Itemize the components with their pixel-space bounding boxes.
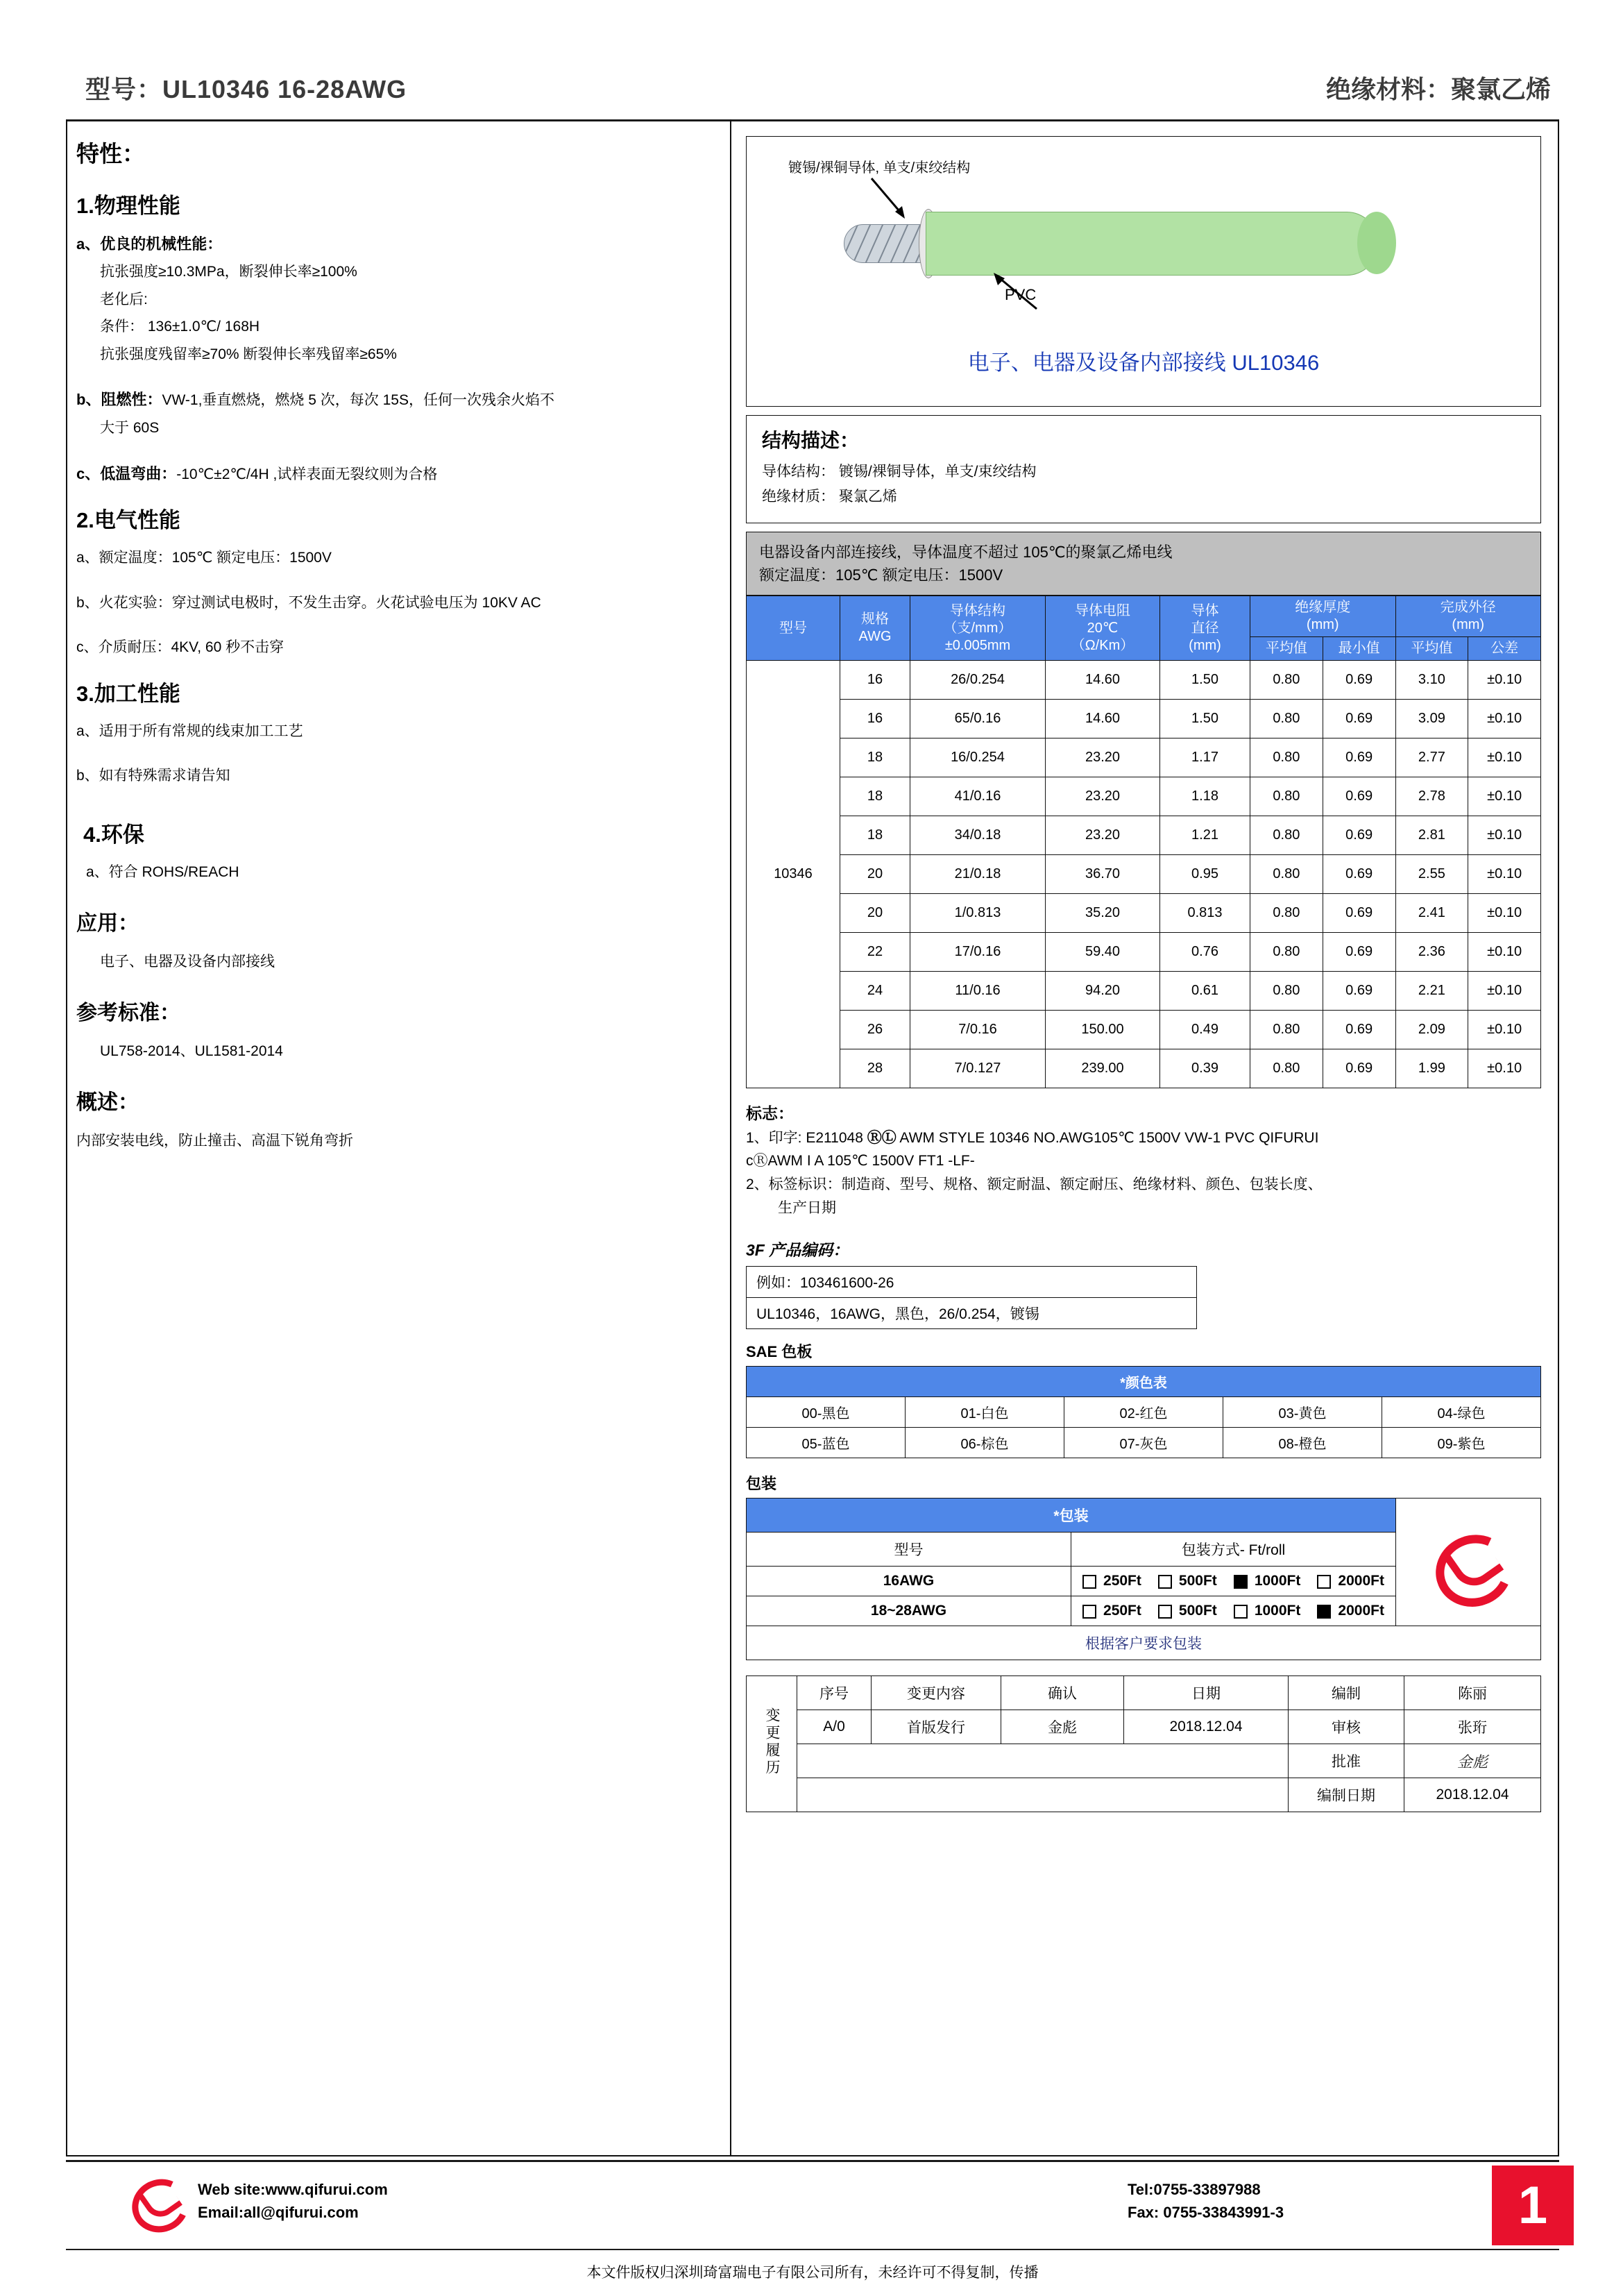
th-struct-l1: 导体结构 xyxy=(950,602,1005,618)
cell-od-avg: 3.09 xyxy=(1395,700,1468,738)
cell-awg: 18 xyxy=(840,738,910,777)
application-text: 电子、电器及设备内部接线 xyxy=(100,954,275,970)
table-row xyxy=(747,1011,1541,1049)
checkbox-icon[interactable] xyxy=(1082,1605,1096,1619)
revision-th-content: 变更内容 xyxy=(872,1676,1001,1710)
packing-option-label: 1000Ft xyxy=(1254,1603,1301,1619)
marking-line2: cⓇAWM I A 105℃ 1500V FT1 -LF- xyxy=(746,1153,975,1170)
cell-od-tolerance: ±0.10 xyxy=(1468,972,1541,1011)
features-title: 特性： xyxy=(76,141,145,167)
cell-od-tolerance: ±0.10 xyxy=(1468,933,1541,972)
packing-options-18-28awg xyxy=(1071,1596,1396,1626)
cell-od-avg: 2.81 xyxy=(1395,816,1468,855)
physical-c-text: -10℃±2℃/4H ,试样表面无裂纹则为合格 xyxy=(176,466,438,482)
revision-th-confirm: 确认 xyxy=(1001,1676,1124,1710)
cell-diameter: 0.39 xyxy=(1160,1049,1250,1088)
th-awg xyxy=(840,596,910,661)
table-row xyxy=(747,894,1541,933)
standards-title: 参考标准： xyxy=(76,1001,180,1024)
th-res-l1: 导体电阻 xyxy=(1075,602,1130,618)
table-row xyxy=(747,777,1541,816)
cell-awg: 26 xyxy=(840,1011,910,1049)
section-electrical-title: 2.电气性能 xyxy=(76,508,180,533)
cell-thickness-min: 0.69 xyxy=(1323,855,1395,894)
th-insulation-thickness xyxy=(1250,596,1396,637)
revision-th-no: 序号 xyxy=(797,1676,872,1710)
th-thickness-min: 最小值 xyxy=(1323,637,1395,661)
footer-tel: Tel:0755-33897988 xyxy=(1128,2181,1261,2198)
application-title: 应用： xyxy=(76,911,139,935)
cell-resistance: 14.60 xyxy=(1046,661,1160,700)
specification-table-body xyxy=(747,661,1541,1088)
th-awg-l1: 规格 xyxy=(861,611,889,627)
packing-note-row xyxy=(747,1626,1541,1660)
table-row xyxy=(747,661,1541,700)
cell-thickness-avg: 0.80 xyxy=(1250,661,1323,700)
cell-thickness-avg: 0.80 xyxy=(1250,816,1323,855)
right-column xyxy=(746,136,1544,1812)
packing-options-16awg xyxy=(1071,1567,1396,1596)
cell-thickness-min: 0.69 xyxy=(1323,700,1395,738)
cell-od-tolerance: ±0.10 xyxy=(1468,738,1541,777)
cell-od-tolerance: ±0.10 xyxy=(1468,700,1541,738)
th-outer-diameter xyxy=(1395,596,1541,637)
document-footer xyxy=(66,2166,1559,2256)
cell-diameter: 0.76 xyxy=(1160,933,1250,972)
cell-structure: 26/0.254 xyxy=(910,661,1046,700)
physical-a-line3: 条件： 136±1.0℃/ 168H xyxy=(100,319,260,335)
color-cell: 05-蓝色 xyxy=(747,1428,906,1458)
model-title: 型号：UL10346 16-28AWG xyxy=(85,75,407,103)
th-dia-l3: (mm) xyxy=(1189,637,1221,653)
physical-a-line1: 抗张强度≥10.3MPa，断裂伸长率≥100% xyxy=(100,264,357,280)
packing-table xyxy=(746,1498,1541,1660)
th-od-l1: 完成外径 xyxy=(1440,600,1496,615)
cell-resistance: 35.20 xyxy=(1046,894,1160,933)
revision-editdate-row xyxy=(747,1778,1541,1812)
cell-od-avg: 2.21 xyxy=(1395,972,1468,1011)
cell-structure: 7/0.16 xyxy=(910,1011,1046,1049)
temperature-band-line1: 电器设备内部连接线，导体温度不超过 105℃的聚氯乙烯电线 xyxy=(759,543,1173,561)
th-thick-l2: (mm) xyxy=(1306,617,1339,632)
product-code-box xyxy=(746,1266,1197,1329)
revision-date: 2018.12.04 xyxy=(1124,1710,1289,1744)
revision-no: A/0 xyxy=(797,1710,872,1744)
footer-fax: Fax: 0755-33843991-3 xyxy=(1128,2204,1284,2221)
cell-structure: 65/0.16 xyxy=(910,700,1046,738)
cell-thickness-min: 0.69 xyxy=(1323,777,1395,816)
color-cell: 00-黑色 xyxy=(747,1397,906,1428)
packing-option-label: 500Ft xyxy=(1178,1573,1217,1589)
table-row xyxy=(747,738,1541,777)
marking-line1-pre: 1、印字: E211048 xyxy=(746,1129,863,1146)
specification-table-head xyxy=(747,596,1541,661)
footer-divider xyxy=(66,2160,1559,2162)
cell-diameter: 1.18 xyxy=(1160,777,1250,816)
column-divider xyxy=(730,119,731,2156)
cell-od-avg: 2.09 xyxy=(1395,1011,1468,1049)
table-row xyxy=(747,972,1541,1011)
th-awg-l2: AWG xyxy=(858,629,892,644)
cell-od-tolerance: ±0.10 xyxy=(1468,1049,1541,1088)
packing-option-label: 250Ft xyxy=(1103,1573,1141,1589)
packing-option[interactable] xyxy=(1158,1573,1217,1589)
checkbox-icon[interactable] xyxy=(1234,1605,1248,1619)
cell-od-avg: 2.78 xyxy=(1395,777,1468,816)
checkbox-checked-icon[interactable] xyxy=(1234,1575,1248,1589)
physical-b-label: b、阻燃性： xyxy=(76,391,162,409)
sae-title: SAE 色板 xyxy=(746,1343,813,1361)
color-cell: 02-红色 xyxy=(1064,1397,1223,1428)
physical-b-text2: 大于 60S xyxy=(100,420,160,437)
product-code-detail: UL10346，16AWG，黑色，26/0.254，镀锡 xyxy=(747,1297,1196,1328)
revision-row-a0 xyxy=(747,1710,1541,1744)
th-thick-l1: 绝缘厚度 xyxy=(1295,600,1351,615)
color-row xyxy=(747,1428,1541,1458)
cell-thickness-avg: 0.80 xyxy=(1250,855,1323,894)
footer-website[interactable]: Web site:www.qifurui.com xyxy=(198,2181,388,2198)
color-cell: 08-橙色 xyxy=(1223,1428,1382,1458)
color-table-head xyxy=(747,1367,1541,1397)
th-diameter xyxy=(1160,596,1250,661)
th-struct-l2: （支/mm） xyxy=(943,620,1012,636)
cell-thickness-min: 0.69 xyxy=(1323,972,1395,1011)
revision-editdate-value: 2018.12.04 xyxy=(1404,1778,1541,1812)
cell-structure: 41/0.16 xyxy=(910,777,1046,816)
structure-description xyxy=(746,415,1541,523)
th-model: 型号 xyxy=(747,596,840,661)
packing-header: *包装 xyxy=(747,1499,1396,1533)
cell-structure: 34/0.18 xyxy=(910,816,1046,855)
product-code-title: 3F 产品编码： xyxy=(746,1241,849,1260)
revision-table-body xyxy=(747,1676,1541,1812)
marking-line4: 生产日期 xyxy=(778,1199,836,1216)
table-row xyxy=(747,855,1541,894)
pvc-callout-label: PVC xyxy=(1005,286,1037,303)
table-row xyxy=(747,700,1541,738)
physical-a-line2: 老化后: xyxy=(100,291,148,307)
color-cell: 07-灰色 xyxy=(1064,1428,1223,1458)
revision-table xyxy=(746,1675,1541,1812)
cell-thickness-min: 0.69 xyxy=(1323,933,1395,972)
color-table-header: *颜色表 xyxy=(747,1367,1541,1397)
checkbox-icon[interactable] xyxy=(1317,1575,1331,1589)
cell-thickness-min: 0.69 xyxy=(1323,1049,1395,1088)
packing-table-body xyxy=(747,1499,1541,1660)
cell-od-avg: 2.36 xyxy=(1395,933,1468,972)
cell-diameter: 1.17 xyxy=(1160,738,1250,777)
cell-awg: 18 xyxy=(840,816,910,855)
cell-od-avg: 2.41 xyxy=(1395,894,1468,933)
revision-blank-cell-2 xyxy=(797,1778,1289,1812)
electrical-a: a、额定温度：105℃ 额定电压：1500V xyxy=(76,550,332,566)
cell-structure: 1/0.813 xyxy=(910,894,1046,933)
physical-b xyxy=(76,388,722,412)
cell-resistance: 59.40 xyxy=(1046,933,1160,972)
copyright-text: 本文件版权归深圳琦富瑞电子有限公司所有，未经许可不得复制，传播 xyxy=(586,2265,1039,2281)
packing-option[interactable] xyxy=(1317,1573,1384,1589)
table-header-row xyxy=(747,596,1541,637)
cell-awg: 20 xyxy=(840,894,910,933)
cable-caption: 电子、电器及设备内部接线 UL10346 xyxy=(967,351,1320,375)
standards-text: UL758-2014、UL1581-2014 xyxy=(100,1043,283,1060)
packing-col-method: 包装方式- Ft/roll xyxy=(1071,1533,1396,1567)
cell-od-tolerance: ±0.10 xyxy=(1468,661,1541,700)
cell-od-tolerance: ±0.10 xyxy=(1468,894,1541,933)
cell-awg: 16 xyxy=(840,661,910,700)
color-cell: 06-棕色 xyxy=(906,1428,1064,1458)
conductor-callout-arrow xyxy=(869,177,910,220)
footer-web-block xyxy=(198,2178,388,2224)
physical-a-label: a、优良的机械性能： xyxy=(76,235,223,253)
section-environment-title: 4.环保 xyxy=(83,822,144,847)
th-conductor-structure xyxy=(910,596,1046,661)
temperature-band-line2: 额定温度：105℃ 额定电压：1500V xyxy=(759,566,1003,584)
revision-blank-cell xyxy=(797,1744,1289,1778)
left-column xyxy=(76,136,722,1158)
cell-thickness-avg: 0.80 xyxy=(1250,777,1323,816)
cell-resistance: 14.60 xyxy=(1046,700,1160,738)
marking-line1-post: AWM STYLE 10346 NO.AWG105℃ 1500V VW-1 PVC QIFURUI xyxy=(899,1129,1319,1146)
cell-od-tolerance: ±0.10 xyxy=(1468,777,1541,816)
revision-th-editor: 编制 xyxy=(1289,1676,1404,1710)
cell-diameter: 0.49 xyxy=(1160,1011,1250,1049)
revision-content: 首版发行 xyxy=(872,1710,1001,1744)
overview-title: 概述： xyxy=(76,1090,139,1114)
overview-text: 内部安装电线，防止撞击、高温下锐角弯折 xyxy=(76,1133,353,1149)
th-od-l2: (mm) xyxy=(1452,617,1485,632)
revision-header-row xyxy=(747,1676,1541,1710)
table-row xyxy=(747,933,1541,972)
table-row xyxy=(747,1049,1541,1088)
packing-header-row xyxy=(747,1499,1541,1533)
cell-model: 10346 xyxy=(747,661,840,1088)
packing-model-18-28awg: 18~28AWG xyxy=(747,1596,1071,1626)
color-table xyxy=(746,1366,1541,1458)
cell-thickness-avg: 0.80 xyxy=(1250,933,1323,972)
cell-resistance: 94.20 xyxy=(1046,972,1160,1011)
cell-awg: 28 xyxy=(840,1049,910,1088)
cell-resistance: 239.00 xyxy=(1046,1049,1160,1088)
cell-thickness-min: 0.69 xyxy=(1323,816,1395,855)
cell-thickness-avg: 0.80 xyxy=(1250,700,1323,738)
cell-structure: 11/0.16 xyxy=(910,972,1046,1011)
checkbox-icon[interactable] xyxy=(1158,1605,1172,1619)
qifurui-logo-icon xyxy=(1436,1529,1502,1595)
cell-thickness-avg: 0.80 xyxy=(1250,894,1323,933)
color-cell: 03-黄色 xyxy=(1223,1397,1382,1428)
cell-od-tolerance: ±0.10 xyxy=(1468,855,1541,894)
packing-col-model: 型号 xyxy=(747,1533,1071,1567)
packing-option-label: 500Ft xyxy=(1178,1603,1217,1619)
packing-option-label: 250Ft xyxy=(1103,1603,1141,1619)
packing-model-16awg: 16AWG xyxy=(747,1567,1071,1596)
revision-approve-signature: 金彪 xyxy=(1404,1744,1541,1778)
insulation-material: 绝缘材料：聚氯乙烯 xyxy=(1325,75,1551,103)
table-row xyxy=(747,816,1541,855)
color-cell: 04-绿色 xyxy=(1382,1397,1541,1428)
cell-structure: 21/0.18 xyxy=(910,855,1046,894)
cell-od-avg: 2.55 xyxy=(1395,855,1468,894)
packing-option-label: 1000Ft xyxy=(1254,1573,1301,1589)
cell-awg: 24 xyxy=(840,972,910,1011)
cell-structure: 17/0.16 xyxy=(910,933,1046,972)
ul-logo-icon: ⓇⓁ xyxy=(867,1129,897,1146)
cell-thickness-avg: 0.80 xyxy=(1250,972,1323,1011)
revision-editor-name: 陈丽 xyxy=(1404,1676,1541,1710)
th-thickness-avg: 平均值 xyxy=(1250,637,1323,661)
copyright-divider xyxy=(66,2249,1559,2250)
cell-structure: 16/0.254 xyxy=(910,738,1046,777)
th-struct-l3: ±0.005mm xyxy=(944,637,1011,653)
electrical-c: c、介质耐压：4KV, 60 秒不击穿 xyxy=(76,639,284,656)
packing-option-label: 2000Ft xyxy=(1338,1603,1384,1619)
cell-diameter: 0.61 xyxy=(1160,972,1250,1011)
physical-c-label: c、低温弯曲： xyxy=(76,464,177,482)
product-code-example: 例如：103461600-26 xyxy=(756,1275,894,1292)
color-table-body xyxy=(747,1397,1541,1458)
cell-od-avg: 2.77 xyxy=(1395,738,1468,777)
marking-line3: 2、标签标识：制造商、型号、规格、额定耐温、额定耐压、绝缘材料、颜色、包装长度、 xyxy=(746,1176,1323,1192)
temperature-band xyxy=(746,532,1541,596)
color-cell: 01-白色 xyxy=(906,1397,1064,1428)
cell-od-avg: 1.99 xyxy=(1395,1049,1468,1088)
packing-option[interactable] xyxy=(1082,1603,1141,1619)
specification-table xyxy=(746,596,1541,1088)
revision-side-label xyxy=(747,1676,797,1812)
cell-thickness-avg: 0.80 xyxy=(1250,1049,1323,1088)
cell-resistance: 23.20 xyxy=(1046,816,1160,855)
th-dia-l1: 导体 xyxy=(1191,602,1219,618)
cell-thickness-min: 0.69 xyxy=(1323,894,1395,933)
revision-review-name: 张珩 xyxy=(1404,1710,1541,1744)
revision-confirm: 金彪 xyxy=(1001,1710,1124,1744)
cable-illustration xyxy=(746,136,1541,407)
conductor-callout-label: 镀锡/裸铜导体, 单支/束绞结构 xyxy=(788,160,971,176)
cell-diameter: 1.50 xyxy=(1160,700,1250,738)
cell-structure: 7/0.127 xyxy=(910,1049,1046,1088)
structure-line2: 绝缘材质： 聚氯乙烯 xyxy=(762,489,897,505)
physical-b-text: VW-1,垂直燃烧，燃烧 5 次，每次 15S，任何一次残余火焰不 xyxy=(162,392,554,409)
cell-awg: 20 xyxy=(840,855,910,894)
physical-a-line4: 抗张强度残留率≥70% 断裂伸长率残留率≥65% xyxy=(100,346,397,362)
electrical-b: b、火花实验：穿过测试电极时，不发生击穿。火花试验电压为 10KV AC xyxy=(76,594,541,611)
structure-title: 结构描述： xyxy=(762,430,860,451)
marking-section xyxy=(746,1101,1541,1219)
th-od-avg: 平均值 xyxy=(1395,637,1468,661)
cell-od-tolerance: ±0.10 xyxy=(1468,816,1541,855)
th-dia-l2: 直径 xyxy=(1191,620,1219,636)
cell-resistance: 36.70 xyxy=(1046,855,1160,894)
processing-a: a、适用于所有常规的线束加工工艺 xyxy=(76,723,303,739)
processing-b: b、如有特殊需求请告知 xyxy=(76,768,230,784)
cell-awg: 22 xyxy=(840,933,910,972)
cell-awg: 18 xyxy=(840,777,910,816)
packing-option[interactable] xyxy=(1082,1573,1141,1589)
th-resistance xyxy=(1046,596,1160,661)
company-logo-cell xyxy=(1396,1499,1541,1626)
marking-title: 标志： xyxy=(746,1104,794,1122)
environment-a: a、符合 ROHS/REACH xyxy=(86,863,239,880)
cell-diameter: 1.21 xyxy=(1160,816,1250,855)
structure-line1: 导体结构： 镀锡/裸铜导体，单支/束绞结构 xyxy=(762,464,1037,480)
pvc-jacket-end xyxy=(1357,212,1396,274)
page-number-badge xyxy=(1492,2166,1574,2245)
revision-side-label-text: 变更履历 xyxy=(764,1707,780,1777)
cell-diameter: 0.95 xyxy=(1160,855,1250,894)
color-row xyxy=(747,1397,1541,1428)
th-od-tolerance: 公差 xyxy=(1468,637,1541,661)
marking-line1 xyxy=(746,1126,1541,1150)
color-cell: 09-紫色 xyxy=(1382,1428,1541,1458)
footer-contact-block xyxy=(1128,2178,1284,2224)
cell-diameter: 1.50 xyxy=(1160,661,1250,700)
th-res-l2: 20℃ xyxy=(1087,620,1119,636)
cell-thickness-min: 0.69 xyxy=(1323,738,1395,777)
packing-option[interactable] xyxy=(1317,1603,1384,1619)
checkbox-icon[interactable] xyxy=(1082,1575,1096,1589)
cell-diameter: 0.813 xyxy=(1160,894,1250,933)
packing-option[interactable] xyxy=(1234,1573,1301,1589)
revision-approve-label: 批准 xyxy=(1289,1744,1404,1778)
revision-th-date: 日期 xyxy=(1124,1676,1289,1710)
cell-od-avg: 3.10 xyxy=(1395,661,1468,700)
footer-email[interactable]: Email:all@qifurui.com xyxy=(198,2204,359,2221)
cell-resistance: 23.20 xyxy=(1046,777,1160,816)
cell-thickness-min: 0.69 xyxy=(1323,1011,1395,1049)
pvc-jacket xyxy=(926,212,1378,276)
packing-option[interactable] xyxy=(1158,1603,1217,1619)
document-header xyxy=(66,66,1558,115)
packing-title: 包装 xyxy=(746,1475,777,1493)
cell-thickness-avg: 0.80 xyxy=(1250,738,1323,777)
cell-thickness-min: 0.69 xyxy=(1323,661,1395,700)
revision-editdate-label: 编制日期 xyxy=(1289,1778,1404,1812)
cell-resistance: 150.00 xyxy=(1046,1011,1160,1049)
physical-c xyxy=(76,462,722,487)
cell-od-tolerance: ±0.10 xyxy=(1468,1011,1541,1049)
checkbox-icon[interactable] xyxy=(1158,1575,1172,1589)
cell-thickness-avg: 0.80 xyxy=(1250,1011,1323,1049)
th-res-l3: （Ω/Km） xyxy=(1071,637,1135,653)
footer-logo-icon xyxy=(132,2175,180,2224)
cell-awg: 16 xyxy=(840,700,910,738)
packing-option[interactable] xyxy=(1234,1603,1301,1619)
page-number: 1 xyxy=(1518,2176,1548,2235)
section-physical-title: 1.物理性能 xyxy=(76,194,180,219)
section-processing-title: 3.加工性能 xyxy=(76,681,180,706)
checkbox-checked-icon[interactable] xyxy=(1317,1605,1331,1619)
cell-resistance: 23.20 xyxy=(1046,738,1160,777)
revision-approve-row xyxy=(747,1744,1541,1778)
packing-option-label: 2000Ft xyxy=(1338,1573,1384,1589)
packing-note: 根据客户要求包装 xyxy=(747,1626,1541,1660)
revision-review-label: 审核 xyxy=(1289,1710,1404,1744)
